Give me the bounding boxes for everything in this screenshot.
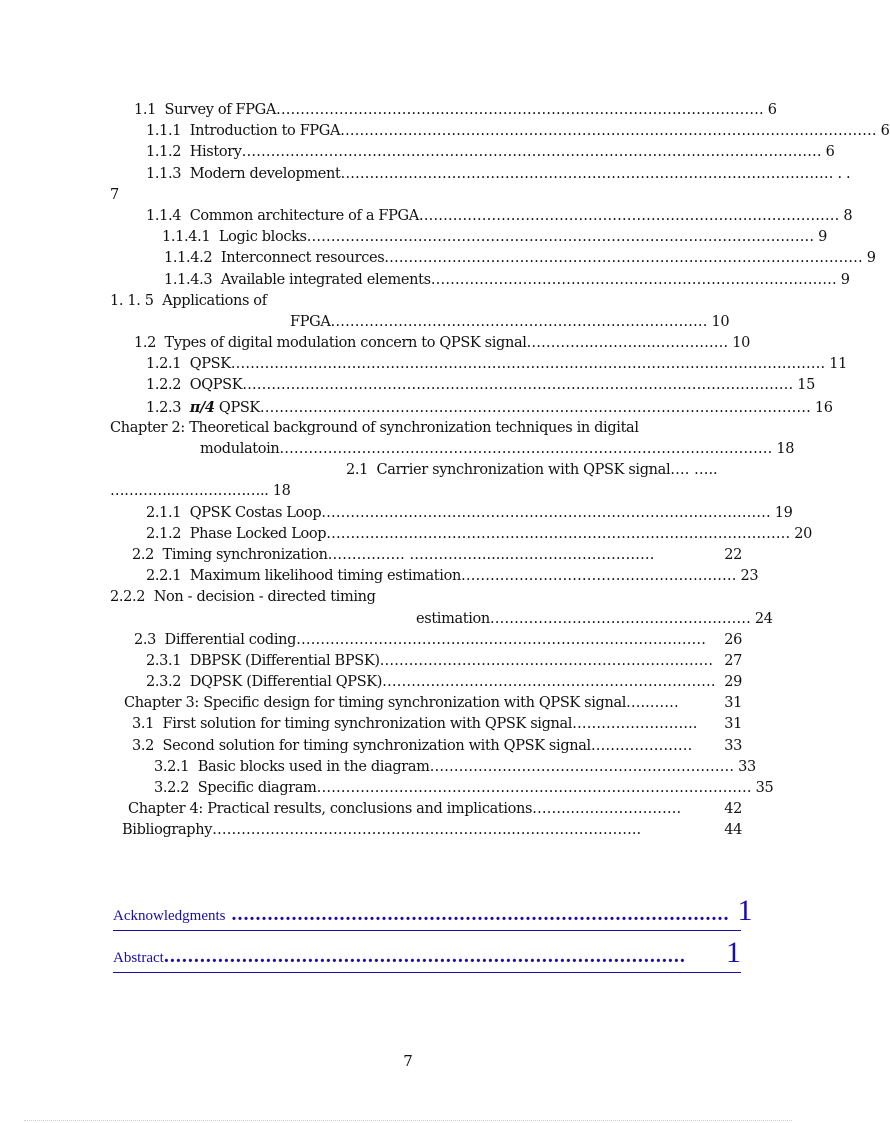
toc-leader: …………………….. — [572, 716, 698, 733]
toc-number: 1.1.4.3 — [164, 271, 213, 288]
toc-leader: ………………………………………………………………………………………… — [340, 165, 834, 182]
toc-page: 6 — [880, 123, 890, 140]
toc-leader: ……………………………………………………………………………… — [316, 780, 752, 796]
toc-title: Practical results, conclusions and implications — [207, 801, 533, 818]
toc-leader: …………………………………………………………………… — [330, 313, 708, 330]
toc-title: Second solution for timing synchronization with QPSK signal — [162, 737, 591, 754]
toc-entry[interactable] — [110, 227, 828, 248]
toc-title: Logic blocks — [218, 229, 307, 246]
toc-leader: …………………………………………………………… — [382, 674, 716, 691]
toc-page: 6 — [825, 144, 835, 161]
toc-title: Carrier synchronization with QPSK signal — [376, 462, 671, 479]
toc-title: Types of digital modulation concern to QPSK signal — [164, 335, 527, 352]
toc-page: 7 — [110, 186, 119, 203]
toc-page: 33 — [724, 737, 742, 754]
toc-number: 2.2.2 — [110, 589, 146, 606]
toc-entry[interactable] — [110, 714, 742, 735]
toc-leader: …………………………………………………………………………………………………………… — [230, 356, 826, 373]
toc-page: 33 — [738, 758, 756, 775]
link-leader: ................................................................................... — [225, 903, 730, 925]
toc-page: 11 — [829, 356, 847, 373]
toc-entry[interactable] — [110, 736, 742, 757]
toc-leader: …………………………………………………………… — [379, 652, 714, 669]
abstract-link[interactable] — [113, 936, 741, 973]
link-label: Abstract — [113, 950, 164, 966]
toc-title: Differential coding — [164, 631, 297, 648]
toc-number: Chapter 3: — [124, 695, 199, 712]
link-page: 1 — [726, 936, 741, 969]
toc-page: 26 — [724, 631, 742, 648]
toc-number: 1.1 — [134, 102, 157, 118]
toc-entry[interactable] — [110, 672, 742, 693]
toc-title: Interconnect resources — [220, 250, 385, 267]
toc-page: 29 — [724, 674, 742, 691]
toc-entry[interactable] — [110, 291, 742, 312]
toc-leader: ……………. ……………......………………………… — [327, 546, 655, 563]
toc-entry-continuation — [110, 185, 742, 206]
toc-leader: …………………………………………………………………………………………… — [306, 229, 815, 246]
toc-entry[interactable] — [110, 100, 777, 121]
toc-leader: ………………………………………………… — [460, 568, 737, 585]
toc-page-tail: . . — [837, 165, 851, 182]
page-number: 7 — [403, 1052, 413, 1070]
toc-entry[interactable] — [110, 587, 742, 608]
toc-number: 1.2.1 — [146, 356, 182, 373]
toc-entry[interactable] — [110, 142, 835, 163]
toc-leader: ………………………………………………………………………………… — [321, 504, 771, 521]
toc-leader: …………………………………………………………………………………………………… — [259, 399, 811, 416]
toc-number: 1.1.4.1 — [162, 229, 211, 246]
toc-page: 10 — [732, 335, 750, 352]
link-page: 1 — [737, 894, 753, 927]
toc-leader: …………..……………….. — [110, 483, 273, 500]
link-label: Acknowledgments — [113, 908, 226, 924]
toc-page: 42 — [724, 801, 742, 818]
toc-leader: ……………………………………………………… — [429, 758, 735, 775]
toc-title: Timing synchronization — [162, 546, 328, 563]
toc-entry[interactable] — [110, 651, 742, 672]
toc-entry-continuation — [110, 609, 773, 630]
toc-number: 1.2.2 — [146, 377, 182, 394]
toc-page: 9 — [866, 250, 876, 267]
toc-number: 1.1.1 — [146, 123, 182, 140]
toc-entry[interactable] — [110, 333, 750, 354]
toc-number: 1.2.3 — [146, 399, 182, 416]
toc-entry[interactable] — [110, 757, 756, 778]
toc-leader: ………………………………....……………………………………… — [296, 631, 707, 648]
toc-page: 16 — [814, 399, 833, 416]
acknowledgments-link[interactable] — [113, 894, 753, 931]
toc-leader: ………………… — [590, 737, 693, 754]
toc-entry[interactable] — [110, 778, 774, 799]
toc-title: Specific diagram — [197, 780, 317, 796]
link-leader: ....................................................................................... — [163, 945, 686, 967]
toc-entry-continuation — [110, 439, 795, 460]
toc-page: 19 — [774, 504, 793, 521]
toc-leader: ………………………………………………………………………………………………… — [340, 123, 877, 140]
toc-entry[interactable] — [110, 566, 759, 587]
toc-entry[interactable] — [110, 121, 890, 142]
toc-page: 24 — [754, 610, 773, 627]
toc-page: 9 — [818, 229, 828, 246]
toc-leader: ……………………………………………………...…………………….. — [212, 822, 642, 839]
toc-page: 22 — [724, 546, 742, 563]
toc-page: 23 — [740, 568, 759, 585]
toc-page: 8 — [843, 207, 853, 224]
toc-leader: ………………………………………………………………………………………………………… — [241, 144, 822, 161]
toc-title: First solution for timing synchronization with QPSK signal — [162, 716, 573, 733]
toc-number: 1. 1. 5 — [110, 292, 154, 309]
toc-page: 9 — [840, 271, 850, 288]
toc-title: QPSK — [189, 356, 231, 373]
toc-leader: ……...…………………. — [532, 801, 682, 818]
toc-number: 2.3.1 — [146, 652, 182, 669]
toc-entry[interactable] — [110, 460, 742, 481]
toc-title: Introduction to FPGA — [189, 123, 341, 140]
toc-leader: ……………………………………………… — [489, 610, 751, 627]
toc-entry[interactable] — [110, 820, 742, 841]
toc-title: Theoretical background of synchronization techniques in digital — [189, 419, 639, 436]
toc-title-cont: FPGA — [290, 313, 331, 330]
toc-number: 1.1.4.2 — [164, 250, 213, 267]
toc-number: 2.1 — [346, 462, 369, 479]
toc-leader: ……………………………………………………………………………………… — [384, 250, 863, 267]
toc-entry[interactable] — [110, 375, 816, 396]
toc-number: Chapter 4: — [128, 801, 203, 818]
toc-entry[interactable] — [110, 164, 851, 185]
toc-title: DBPSK (Differential BPSK) — [189, 652, 380, 669]
toc-number: 2.3.2 — [146, 674, 182, 691]
toc-title: Applications of — [162, 292, 267, 309]
toc-entry[interactable] — [110, 354, 847, 375]
table-of-contents — [110, 100, 890, 842]
toc-page: 18 — [776, 441, 795, 457]
toc-title: Bibliography — [122, 822, 213, 839]
toc-number: 1.1.3 — [146, 165, 182, 182]
toc-leader: ………………………………………………………………………… — [430, 271, 837, 288]
toc-title: Modern development — [189, 165, 341, 182]
toc-number: 3.1 — [132, 716, 155, 733]
toc-number: 1.2 — [134, 335, 157, 352]
toc-title: Survey of FPGA — [164, 102, 277, 118]
toc-page: 44 — [724, 822, 742, 839]
toc-leader: …..…… — [626, 695, 679, 712]
toc-number: 1.1.4 — [146, 207, 182, 224]
toc-page: 31 — [724, 716, 742, 733]
toc-hyperlinks — [113, 894, 753, 978]
toc-entry[interactable] — [110, 503, 793, 524]
toc-number: 3.2 — [132, 737, 155, 754]
toc-page: 10 — [711, 313, 730, 330]
toc-title: History — [189, 144, 242, 161]
toc-title: Available integrated elements — [220, 271, 431, 288]
toc-number: 2.1.1 — [146, 504, 182, 521]
toc-leader: …………………………………………………………………………………… — [326, 525, 791, 542]
toc-title: Maximum likelihood timing estimation — [189, 568, 461, 585]
toc-number: 3.2.2 — [154, 780, 190, 796]
toc-title: QPSK — [218, 399, 260, 416]
toc-number: 2.2.1 — [146, 568, 182, 585]
toc-title: Basic blocks used in the diagram — [197, 758, 430, 775]
toc-entry[interactable] — [110, 630, 742, 651]
toc-number: 2.3 — [134, 631, 157, 648]
toc-leader: …………………………………………………………………………… — [418, 207, 840, 224]
toc-number: 2.2 — [132, 546, 155, 563]
toc-title-cont: modulatoin — [200, 441, 280, 457]
toc-title: Common architecture of a FPGA — [189, 207, 419, 224]
toc-entry[interactable] — [110, 270, 850, 291]
toc-number: 1.1.2 — [146, 144, 182, 161]
toc-number: Chapter 2: — [110, 419, 185, 436]
pi-over-4-symbol: π/4 — [189, 398, 215, 416]
toc-page: 31 — [724, 695, 742, 712]
toc-entry[interactable] — [110, 248, 876, 269]
toc-page: 35 — [755, 780, 774, 796]
toc-leader: …………..………....…………… — [526, 335, 729, 352]
toc-number: 2.1.2 — [146, 525, 182, 542]
toc-leader: ……………………………..………………………………………………………… — [276, 102, 764, 118]
toc-leader: …. ….. — [670, 462, 718, 479]
toc-entry[interactable] — [110, 397, 833, 418]
toc-entry[interactable] — [110, 524, 812, 545]
toc-page: 6 — [767, 102, 777, 118]
toc-entry[interactable] — [110, 693, 742, 714]
toc-page: 20 — [794, 525, 812, 542]
toc-title: DQPSK (Differential QPSK) — [189, 674, 383, 691]
page-edge-divider — [24, 1120, 792, 1121]
toc-title: OQPSK — [189, 377, 243, 394]
toc-title: QPSK Costas Loop — [189, 504, 322, 521]
toc-page: 27 — [724, 652, 742, 669]
toc-number: 3.2.1 — [154, 758, 190, 775]
toc-leader: …………………………………………………………………………………………………… — [242, 377, 794, 394]
toc-entry-continuation — [110, 481, 742, 502]
toc-title: Non - decision - directed timing — [153, 589, 376, 606]
toc-entry[interactable] — [110, 418, 742, 439]
toc-title-cont: estimation — [416, 610, 490, 627]
toc-title: Specific design for timing synchronization with QPSK signal — [203, 695, 627, 712]
toc-entry[interactable] — [110, 206, 853, 227]
toc-title: Phase Locked Loop — [189, 525, 327, 542]
toc-entry[interactable] — [110, 799, 742, 820]
toc-page: 15 — [797, 377, 816, 394]
toc-entry-continuation — [110, 312, 742, 333]
toc-page: 18 — [272, 483, 291, 500]
toc-leader: ………………………………………………………………………………………… — [279, 441, 773, 457]
toc-entry[interactable] — [110, 545, 742, 566]
